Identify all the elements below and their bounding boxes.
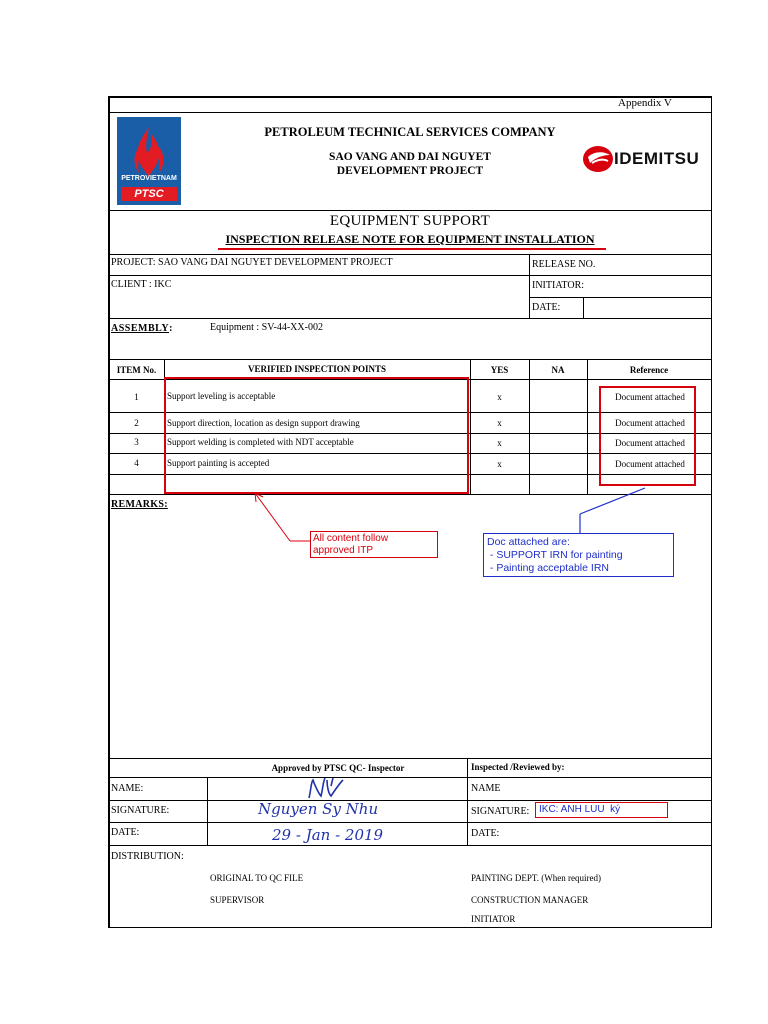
approval-line-1 [109,777,711,778]
th-item: ITEM No. [116,365,157,375]
row-1-ref: Document attached [615,392,685,402]
distribution-label: DISTRIBUTION: [111,851,184,862]
row-4-ref: Document attached [615,459,685,469]
row-1-yes: x [497,392,502,402]
row-4-yes: x [497,459,502,469]
distribution-original: ORIGINAL TO QC FILE [210,873,304,883]
ikc-signature-text: IKC: ANH LUU ký [539,804,621,815]
approval-line-3 [109,822,711,823]
approval-vline-1 [207,777,208,845]
annotation-doc-line-2: - SUPPORT IRN for painting [487,549,623,561]
company-name: PETROLEUM TECHNICAL SERVICES COMPANY [264,125,556,139]
info-project: PROJECT: SAO VANG DAI NGUYET DEVELOPMENT PROJECT [111,257,393,268]
row-4-point: Support painting is accepted [167,458,270,468]
approval-line-4 [109,845,711,846]
th-ref: Reference [629,365,669,375]
info-date: DATE: [532,302,561,313]
title-main: EQUIPMENT SUPPORT [329,213,491,229]
ikc-signature-note [535,802,668,818]
info-client: CLIENT : IKC [111,279,172,290]
annotation-itp-line-2: approved ITP [313,545,374,556]
annotation-itp-note [310,531,438,558]
row-2-yes: x [497,418,502,428]
distribution-initiator: INITIATOR [471,914,516,924]
approval-name-label: NAME: [111,783,144,794]
row-1-no: 1 [134,392,139,402]
project-line-2: DEVELOPMENT PROJECT [336,165,484,177]
approval-signature-label: SIGNATURE: [111,805,170,816]
row-2-point: Support direction, location as design support drawing [167,418,360,428]
th-yes: YES [490,365,509,375]
inspected-header: Inspected /Reviewed by: [471,762,565,772]
row-2-no: 2 [134,418,139,428]
inspected-name-label: NAME [471,783,501,794]
project-line-1: SAO VANG AND DAI NGUYET [329,151,491,163]
annotation-itp-line-1: All content follow [313,533,389,544]
approval-vline-2 [467,758,468,845]
title-sub: INSPECTION RELEASE NOTE FOR EQUIPMENT INSTALLATION [225,232,595,246]
approval-date-label: DATE: [111,827,140,838]
approval-line-2 [109,800,711,801]
distribution-supervisor: SUPERVISOR [210,895,265,905]
ptsc-logo-bottom-text: PTSC [121,187,177,201]
appendix-label: Appendix V [618,97,672,109]
row-3-yes: x [497,438,502,448]
distribution-painting: PAINTING DEPT. (When required) [471,873,601,883]
row-3-point: Support welding is completed with NDT acceptable [167,437,354,447]
remarks-label: REMARKS: [111,499,168,510]
row-2-ref: Document attached [615,418,685,428]
distribution-construction: CONSTRUCTION MANAGER [471,895,589,905]
handwritten-initials-icon [305,776,351,802]
row-1-point: Support leveling is acceptable [167,391,276,401]
handwritten-date: 29 - Jan - 2019 [272,826,384,844]
idemitsu-logo-text: IDEMITSU [614,149,700,168]
info-initiator: INITIATOR: [532,280,585,291]
ptsc-logo-top-text: PETROVIETNAM [121,175,177,182]
assembly-label: ASSEMBLY [111,323,170,334]
annotation-doc-line-1: Doc attached are: [487,536,570,548]
row-3-ref: Document attached [615,438,685,448]
handwritten-name: Nguyen Sy Nhu [258,800,379,818]
assembly-colon: : [169,323,173,334]
th-na: NA [551,365,565,375]
assembly-equipment: Equipment : SV-44-XX-002 [210,322,323,333]
approval-top-line [109,758,711,759]
row-4-no: 4 [134,458,139,468]
ptsc-approval-header: Approved by PTSC QC- Inspector [271,763,405,773]
annotation-doc-note [483,533,674,577]
info-release-no: RELEASE NO. [532,259,596,270]
inspected-date-label: DATE: [471,828,500,839]
annotation-doc-line-3: - Painting acceptable IRN [487,562,609,574]
inspected-signature-label: SIGNATURE: [471,806,530,817]
th-points: VERIFIED INSPECTION POINTS [247,364,387,374]
row-3-no: 3 [134,437,139,447]
